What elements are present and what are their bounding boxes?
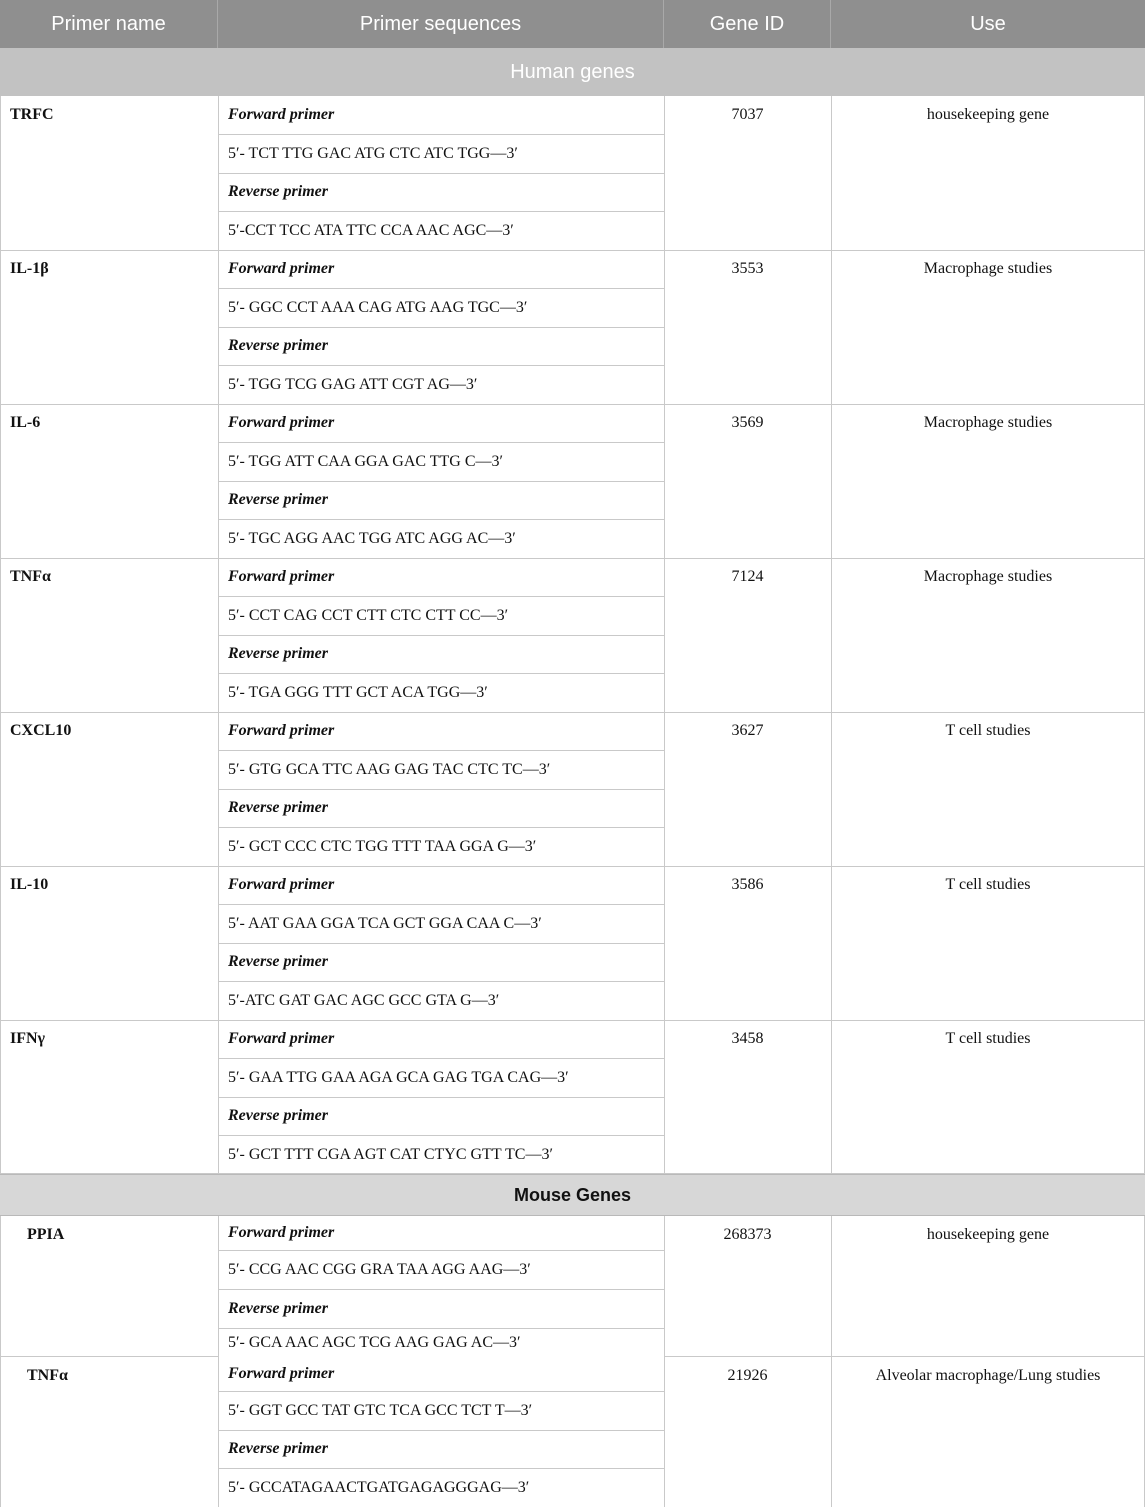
- column-divider: [0, 1357, 1, 1507]
- column-divider: [0, 250, 1, 404]
- gene-id: 7037: [731, 106, 764, 123]
- row-divider: [0, 1020, 1145, 1021]
- row-divider: [218, 442, 664, 443]
- forward-primer-sequence: 5′- CCT CAG CCT CTT CTC CTT CC—3′: [228, 606, 509, 624]
- column-divider: [218, 1216, 219, 1357]
- use: T cell studies: [945, 722, 1031, 739]
- use: Macrophage studies: [923, 260, 1053, 277]
- primer-name: CXCL10: [10, 722, 72, 739]
- reverse-primer-sequence: 5′-ATC GAT GAC AGC GCC GTA G—3′: [228, 991, 500, 1009]
- row-divider: [218, 519, 664, 520]
- primer-name: IFNγ: [10, 1030, 46, 1047]
- use: Macrophage studies: [923, 414, 1053, 431]
- column-divider: [0, 404, 1, 558]
- row-divider: [664, 1356, 1145, 1357]
- gene-id: 3553: [731, 260, 764, 277]
- column-divider: [664, 96, 665, 250]
- gene-id: 268373: [723, 1226, 772, 1243]
- row-divider: [218, 789, 664, 790]
- row-divider: [0, 712, 1145, 713]
- column-divider: [0, 558, 1, 712]
- gene-id: 7124: [731, 568, 764, 585]
- column-divider: [218, 712, 219, 866]
- forward-primer-label: Forward primer: [228, 106, 335, 123]
- column-divider: [664, 712, 665, 866]
- column-divider: [831, 1216, 832, 1357]
- primer-name: TRFC: [10, 106, 54, 123]
- forward-primer-label: Forward primer: [228, 722, 335, 739]
- reverse-primer-label: Reverse primer: [228, 1440, 328, 1457]
- reverse-primer-label: Reverse primer: [228, 799, 328, 816]
- column-divider: [664, 1020, 665, 1174]
- reverse-primer-label: Reverse primer: [228, 1107, 328, 1124]
- primer-name: IL-1β: [10, 260, 49, 277]
- column-divider: [831, 404, 832, 558]
- column-divider: [664, 866, 665, 1020]
- column-divider: [831, 1020, 832, 1174]
- column-divider: [831, 866, 832, 1020]
- row-divider: [218, 827, 664, 828]
- forward-primer-sequence: 5′- CCG AAC CGG GRA TAA AGG AAG—3′: [228, 1260, 531, 1278]
- column-divider: [0, 1020, 1, 1174]
- primer-name: TNFα: [27, 1367, 68, 1384]
- forward-primer-label: Forward primer: [228, 1030, 335, 1047]
- forward-primer-label: Forward primer: [228, 1224, 335, 1241]
- header-use: Use: [831, 0, 1145, 48]
- column-divider: [0, 96, 1, 250]
- forward-primer-sequence: 5′- GAA TTG GAA AGA GCA GAG TGA CAG—3′: [228, 1068, 569, 1086]
- use: T cell studies: [945, 1030, 1031, 1047]
- reverse-primer-sequence: 5′- GCA AAC AGC TCG AAG GAG AC—3′: [228, 1333, 521, 1351]
- forward-primer-label: Forward primer: [228, 260, 335, 277]
- reverse-primer-label: Reverse primer: [228, 337, 328, 354]
- forward-primer-label: Forward primer: [228, 414, 335, 431]
- gene-id: 3458: [731, 1030, 764, 1047]
- column-divider: [218, 866, 219, 1020]
- column-divider: [664, 250, 665, 404]
- reverse-primer-sequence: 5′- TGG TCG GAG ATT CGT AG—3′: [228, 375, 478, 393]
- column-divider: [831, 1357, 832, 1507]
- column-divider: [218, 404, 219, 558]
- section-human-genes: Human genes: [0, 48, 1145, 96]
- reverse-primer-label: Reverse primer: [228, 645, 328, 662]
- forward-primer-label: Forward primer: [228, 1365, 335, 1382]
- row-divider: [218, 635, 664, 636]
- row-divider: [218, 481, 664, 482]
- forward-primer-sequence: 5′- GGT GCC TAT GTC TCA GCC TCT T—3′: [228, 1401, 533, 1419]
- gene-id: 3569: [731, 414, 764, 431]
- primer-name: IL-6: [10, 414, 41, 431]
- column-divider: [218, 1020, 219, 1174]
- row-divider: [218, 1058, 664, 1059]
- row-divider: [218, 1328, 664, 1329]
- column-divider: [218, 96, 219, 250]
- forward-primer-sequence: 5′- GGC CCT AAA CAG ATG AAG TGC—3′: [228, 298, 528, 316]
- row-divider: [218, 1250, 664, 1251]
- row-divider: [218, 673, 664, 674]
- row-divider: [218, 1430, 664, 1431]
- row-divider: [0, 404, 1145, 405]
- row-divider: [218, 750, 664, 751]
- row-divider: [218, 211, 664, 212]
- use: Macrophage studies: [923, 568, 1053, 585]
- row-divider: [218, 1468, 664, 1469]
- row-divider: [218, 1135, 664, 1136]
- column-divider: [831, 558, 832, 712]
- column-divider: [831, 96, 832, 250]
- row-divider: [218, 173, 664, 174]
- row-divider: [218, 365, 664, 366]
- header-primer-sequences: Primer sequences: [218, 0, 664, 48]
- row-divider: [0, 866, 1145, 867]
- row-divider: [218, 981, 664, 982]
- row-divider: [218, 596, 664, 597]
- forward-primer-sequence: 5′- GTG GCA TTC AAG GAG TAC CTC TC—3′: [228, 760, 551, 778]
- column-divider: [0, 866, 1, 1020]
- forward-primer-label: Forward primer: [228, 876, 335, 893]
- forward-primer-sequence: 5′- AAT GAA GGA TCA GCT GGA CAA C—3′: [228, 914, 542, 932]
- reverse-primer-label: Reverse primer: [228, 1299, 328, 1317]
- forward-primer-sequence: 5′- TCT TTG GAC ATG CTC ATC TGG—3′: [228, 144, 518, 162]
- column-divider: [0, 1216, 1, 1357]
- row-divider: [218, 288, 664, 289]
- reverse-primer-sequence: 5′- GCT CCC CTC TGG TTT TAA GGA G—3′: [228, 837, 537, 855]
- gene-id: 21926: [727, 1367, 768, 1384]
- row-divider: [218, 134, 664, 135]
- primer-name: TNFα: [10, 568, 51, 585]
- reverse-primer-label: Reverse primer: [228, 491, 328, 508]
- row-divider: [218, 327, 664, 328]
- row-divider: [0, 250, 1145, 251]
- row-divider: [0, 558, 1145, 559]
- use: housekeeping gene: [926, 106, 1050, 123]
- reverse-primer-label: Reverse primer: [228, 183, 328, 200]
- column-divider: [831, 712, 832, 866]
- reverse-primer-sequence: 5′-CCT TCC ATA TTC CCA AAC AGC—3′: [228, 221, 514, 239]
- column-divider: [664, 558, 665, 712]
- reverse-primer-sequence: 5′- TGA GGG TTT GCT ACA TGG—3′: [228, 683, 488, 701]
- column-divider: [218, 1357, 219, 1507]
- row-divider: [218, 943, 664, 944]
- column-divider: [218, 250, 219, 404]
- section-mouse-genes: Mouse Genes: [0, 1174, 1145, 1216]
- gene-id: 3586: [731, 876, 764, 893]
- use: housekeeping gene: [926, 1226, 1050, 1243]
- gene-id: 3627: [731, 722, 764, 739]
- column-divider: [218, 558, 219, 712]
- row-divider: [218, 1289, 664, 1290]
- use: T cell studies: [945, 876, 1031, 893]
- forward-primer-label: Forward primer: [228, 568, 335, 585]
- column-divider: [664, 404, 665, 558]
- row-divider: [218, 1391, 664, 1392]
- reverse-primer-sequence: 5′- GCT TTT CGA AGT CAT CTYC GTT TC—3′: [228, 1145, 553, 1163]
- forward-primer-sequence: 5′- TGG ATT CAA GGA GAC TTG C—3′: [228, 452, 504, 470]
- use: Alveolar macrophage/Lung studies: [875, 1367, 1101, 1384]
- column-divider: [664, 1357, 665, 1507]
- row-divider: [218, 1097, 664, 1098]
- row-divider: [0, 1356, 218, 1357]
- reverse-primer-sequence: 5′- GCCATAGAACTGATGAGAGGGAG—3′: [228, 1478, 530, 1496]
- column-divider: [664, 1216, 665, 1357]
- reverse-primer-label: Reverse primer: [228, 953, 328, 970]
- row-divider: [218, 904, 664, 905]
- header-gene-id: Gene ID: [664, 0, 831, 48]
- primer-name: IL-10: [10, 876, 49, 893]
- header-primer-name: Primer name: [0, 0, 218, 48]
- column-divider: [0, 712, 1, 866]
- row-divider: [0, 1173, 1145, 1174]
- reverse-primer-sequence: 5′- TGC AGG AAC TGG ATC AGG AC—3′: [228, 529, 516, 547]
- primer-name: PPIA: [27, 1226, 65, 1243]
- column-divider: [831, 250, 832, 404]
